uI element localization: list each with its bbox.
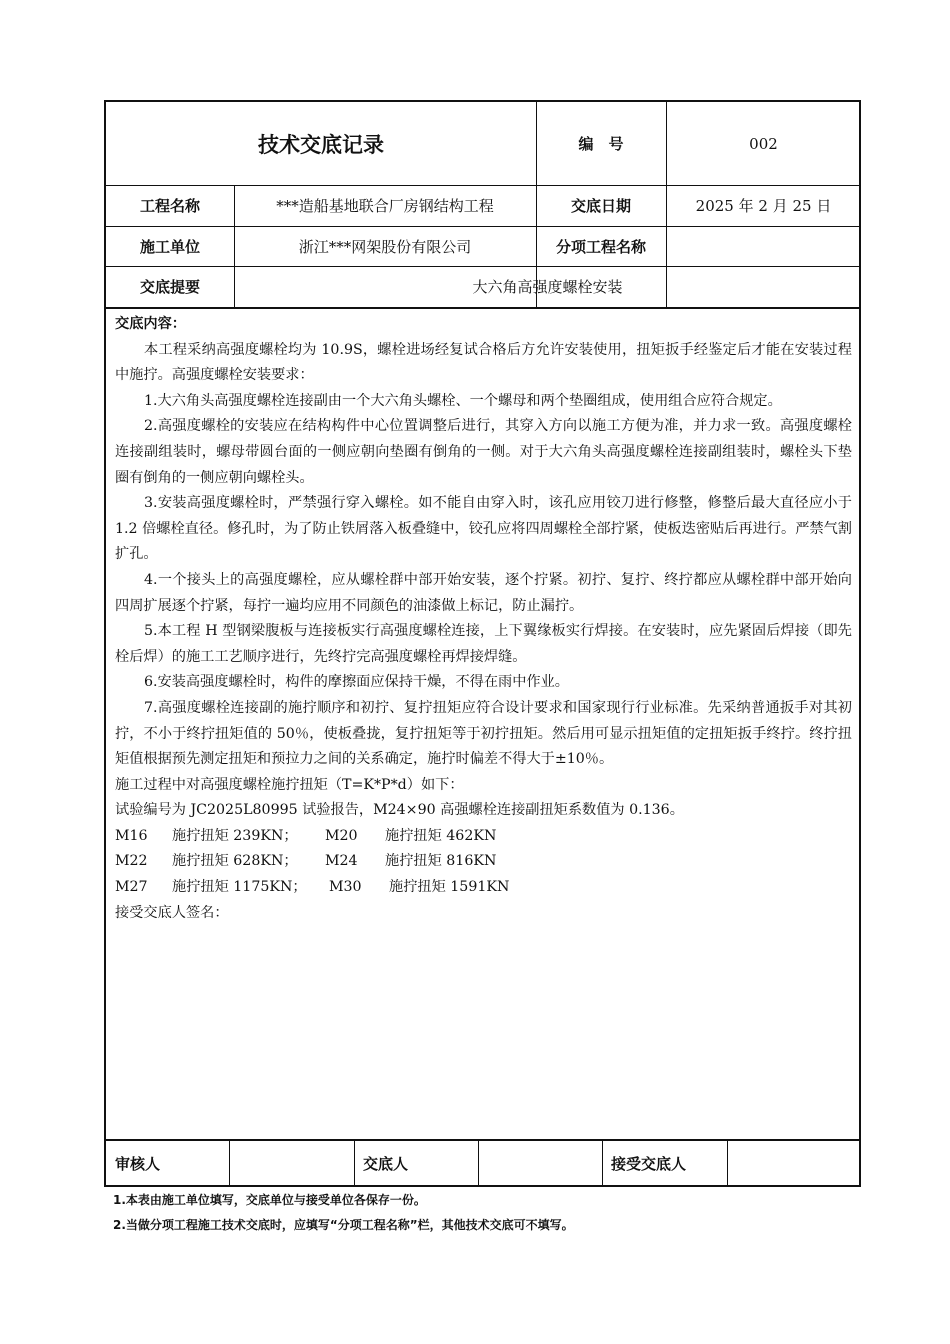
date-label: 交底日期: [570, 197, 631, 215]
number-label: 编 号: [578, 135, 624, 153]
discloser-label: 交底人: [363, 1154, 409, 1173]
summary-value: 大六角高强度螺栓安装: [472, 278, 623, 296]
requirement-item: 7.高强度螺栓连接副的施拧顺序和初拧、复拧扭矩应符合设计要求和国家现行行业标准。先采纳普通扳手对其初拧，不小于终拧扭矩值的 50％，使板叠拢，复拧扭矩等于初拧扭矩。然后用可显示扭矩值的定扭矩扳手终拧。终拧扭矩值根据预先测定扭矩和预拉力之间的关系确定，施拧时偏差不得大于±10％。: [115, 699, 852, 768]
number-value: 002: [749, 134, 778, 153]
torque-intro: 施工过程中对高强度螺栓施拧扭矩（T=K*P*d）如下：: [115, 776, 464, 793]
summary-label: 交底提要: [139, 278, 200, 296]
bolt-size: M16: [115, 827, 148, 844]
reviewer-label: 审核人: [115, 1154, 161, 1173]
subproject-label: 分项工程名称: [555, 237, 646, 256]
bolt-size: M22: [115, 853, 148, 870]
footnote: 2.当做分项工程施工技术交底时，应填写“分项工程名称”栏，其他技术交底可不填写。: [113, 1218, 574, 1232]
receiver-field[interactable]: [727, 1139, 861, 1187]
project-name-value: ***造船基地联合厂房钢结构工程: [276, 197, 494, 215]
form-title: 技术交底记录: [258, 132, 384, 157]
date-value: 2025 年 2 月 25 日: [695, 197, 832, 215]
receiver-label: 接受交底人: [611, 1154, 687, 1173]
bolt-size: M24: [325, 853, 358, 870]
content-label: 交底内容：: [115, 316, 186, 332]
row-divider: [106, 307, 859, 309]
discloser-field[interactable]: [478, 1139, 602, 1187]
test-report: 试验编号为 JC2025L80995 试验报告，M24×90 高强螺栓连接副扭矩系数值为 0.136。: [115, 802, 684, 819]
footnote: 1.本表由施工单位填写，交底单位与接受单位各保存一份。: [113, 1193, 426, 1207]
reviewer-field[interactable]: [229, 1139, 354, 1187]
bolt-size: M27: [115, 879, 148, 896]
requirement-item: 3.安装高强度螺栓时，严禁强行穿入螺栓。如不能自由穿入时，该孔应用铰刀进行修整，修整后最大直径应小于 1.2 倍螺栓直径。修孔时，为了防止铁屑落入板叠缝中，铰孔应将四周螺栓全部拧紧，使板迭密贴后再进行。严禁气割扩孔。: [115, 495, 852, 563]
bolt-torque: 施拧扭矩 816KN: [385, 853, 497, 870]
unit-value: 浙江***网架股份有限公司: [298, 237, 472, 256]
requirement-item: 5.本工程 H 型钢梁腹板与连接板实行高强度螺栓连接，上下翼缘板实行焊接。在安装时，应先紧固后焊接（即先栓后焊）的施工工艺顺序进行，先终拧完高强度螺栓再焊接焊缝。: [115, 623, 852, 665]
bolt-torque: 施拧扭矩 628KN；: [172, 853, 298, 870]
requirement-item: 2.高强度螺栓的安装应在结构构件中心位置调整后进行，其穿入方向以施工方便为准，并力求一致。高强度螺栓连接副组装时，螺母带圆台面的一侧应朝向垫圈有倒角的一侧。对于大六角头高强度螺栓连接副组装时，螺栓头下垫圈有倒角的一侧应朝向螺栓头。: [115, 418, 852, 486]
requirement-item: 6.安装高强度螺栓时，构件的摩擦面应保持干燥，不得在雨中作业。: [144, 674, 569, 691]
subproject-value: [666, 226, 861, 266]
requirement-item: 4.一个接头上的高强度螺栓，应从螺栓群中部开始安装，逐个拧紧。初拧、复拧、终拧都应从螺栓群中部开始向四周扩展逐个拧紧，每拧一遍均应用不同颜色的油漆做上标记，防止漏拧。: [115, 571, 852, 614]
torque-row: [115, 875, 852, 901]
bolt-size: M20: [325, 827, 358, 844]
requirement-item: 1.大六角头高强度螺栓连接副由一个大六角头螺栓、一个螺母和两个垫圈组成，使用组合应符合规定。: [144, 392, 782, 409]
disclosure-record-form: [104, 100, 861, 1187]
content-intro: 本工程采纳高强度螺栓均为 10.9S，螺栓进场经复试合格后方允许安装使用，扭矩扳手经鉴定后才能在安装过程中施拧。高强度螺栓安装要求：: [115, 341, 852, 384]
project-name-label: 工程名称: [139, 197, 200, 215]
unit-label: 施工单位: [139, 237, 200, 256]
bolt-torque: 施拧扭矩 239KN；: [172, 827, 298, 844]
torque-row: [115, 824, 852, 850]
signature-label: 接受交底人签名：: [115, 904, 229, 921]
bolt-torque: 施拧扭矩 1591KN: [389, 879, 510, 896]
bolt-torque: 施拧扭矩 462KN: [385, 827, 497, 844]
bolt-size: M30: [329, 879, 362, 896]
bolt-torque: 施拧扭矩 1175KN；: [172, 879, 307, 896]
disclosure-content: [115, 312, 852, 926]
torque-row: [115, 849, 852, 875]
